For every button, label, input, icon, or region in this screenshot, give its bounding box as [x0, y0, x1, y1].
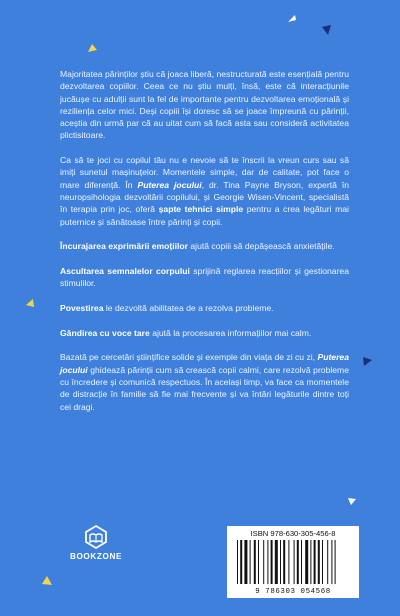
barcode-stripe — [305, 540, 308, 584]
barcode-stripe — [335, 540, 336, 584]
barcode-stripe — [310, 540, 311, 584]
publisher-name: BOOKZONE — [69, 552, 123, 561]
barcode-stripe — [322, 540, 323, 584]
barcode-stripe — [327, 540, 328, 584]
book-title: Puterea jocului — [137, 179, 202, 190]
technique-body-signals: Ascultarea semnalelor corpului sprijină reglarea reacțiilor și gestionarea stimulilor. — [60, 266, 349, 289]
isbn-barcode — [227, 526, 359, 598]
back-cover-blurb — [60, 68, 349, 425]
barcode-digits: 9 786303 054568 — [255, 588, 331, 596]
barcode-stripe — [288, 540, 289, 584]
barcode-stripe — [318, 540, 320, 584]
paragraph-book-description: Ca să te joci cu copilul tău nu e nevoie să te înscrii la vreun curs sau să imiți sunetul mașinuțelor. Momentele simple, dar de calitate, pot face o mare diferență. În Puterea jocului, dr. Tina Payne Bryson, expertă în neuropsihologia dezvoltării copilului, și Georgie Wisen-Vincent, specialistă în terapia prin joc, oferă șapte tehnici simple pentru a crea legături mai puternice și sănătoase între părinți și copii. — [60, 155, 349, 227]
technique-storytelling: Povestirea le dezvoltă abilitatea de a rezolva probleme. — [60, 303, 274, 314]
barcode-stripe — [250, 540, 251, 584]
confetti-navy-1 — [321, 24, 333, 36]
paragraph-conclusion: Bazată pe cercetări științifice solide și exemple din viața de zi cu zi, Puterea jocului ghidează părinții cum să crească copii calmi, care rezolvă probleme cu încredere și comunică respectuos. În același timp, va face ca momentele de distracție în familie să fie mai frecvente și va întări legăturile dintre toți cei dragi. — [60, 352, 349, 412]
confetti-yellow-1 — [86, 42, 98, 54]
barcode-stripe — [283, 540, 285, 584]
barcode-stripe — [244, 540, 247, 584]
barcode-stripe — [294, 540, 295, 584]
barcode-stripe — [263, 540, 264, 584]
isbn-label: ISBN 978-630-305-456-8 — [250, 529, 336, 538]
barcode-stripe — [275, 540, 278, 584]
barcode-stripe — [254, 540, 256, 584]
confetti-yellow-2 — [25, 298, 35, 308]
barcode-stripe — [301, 540, 302, 584]
highlight-seven-techniques: șapte tehnici simple — [158, 204, 244, 215]
confetti-navy-2 — [361, 355, 373, 367]
confetti-white-2 — [347, 496, 357, 506]
technique-thinking-aloud: Gândirea cu voce tare ajută la procesarea informațiilor mai calm. — [60, 327, 312, 338]
paragraph-intro: Majoritatea părinților știu că joaca liberă, nestructurată este esențială pentru dezvoltarea copiilor. Ceea ce nu știu mulți, însă, este că interacțiunile jucăușe cu adulții sunt la fel de importante pentru dezvoltarea emoțională și reziliența celor mici. Deși copiii își doresc să se joace împreună cu părinții, aceștia din urmă par că au uitat cum să facă asta sau consideră activitatea plictisitoare. — [60, 69, 349, 141]
barcode-stripe — [267, 540, 268, 584]
confetti-white-1 — [287, 14, 297, 24]
barcode-bars — [235, 540, 353, 584]
barcode-stripe — [237, 540, 238, 584]
technique-emotions: Încurajarea exprimării emoțiilor ajută copiii să depășească anxietățile. — [60, 241, 335, 252]
barcode-stripe — [258, 540, 259, 584]
book-title: Puterea jocului — [60, 352, 349, 375]
barcode-stripe — [271, 540, 273, 584]
barcode-stripe — [331, 540, 332, 584]
barcode-stripe — [314, 540, 316, 584]
bookzone-logo-icon — [83, 524, 109, 550]
confetti-yellow-3 — [41, 575, 53, 587]
publisher-logo — [64, 524, 128, 572]
barcode-stripe — [240, 540, 242, 584]
barcode-stripe — [280, 540, 281, 584]
barcode-stripe — [297, 540, 299, 584]
